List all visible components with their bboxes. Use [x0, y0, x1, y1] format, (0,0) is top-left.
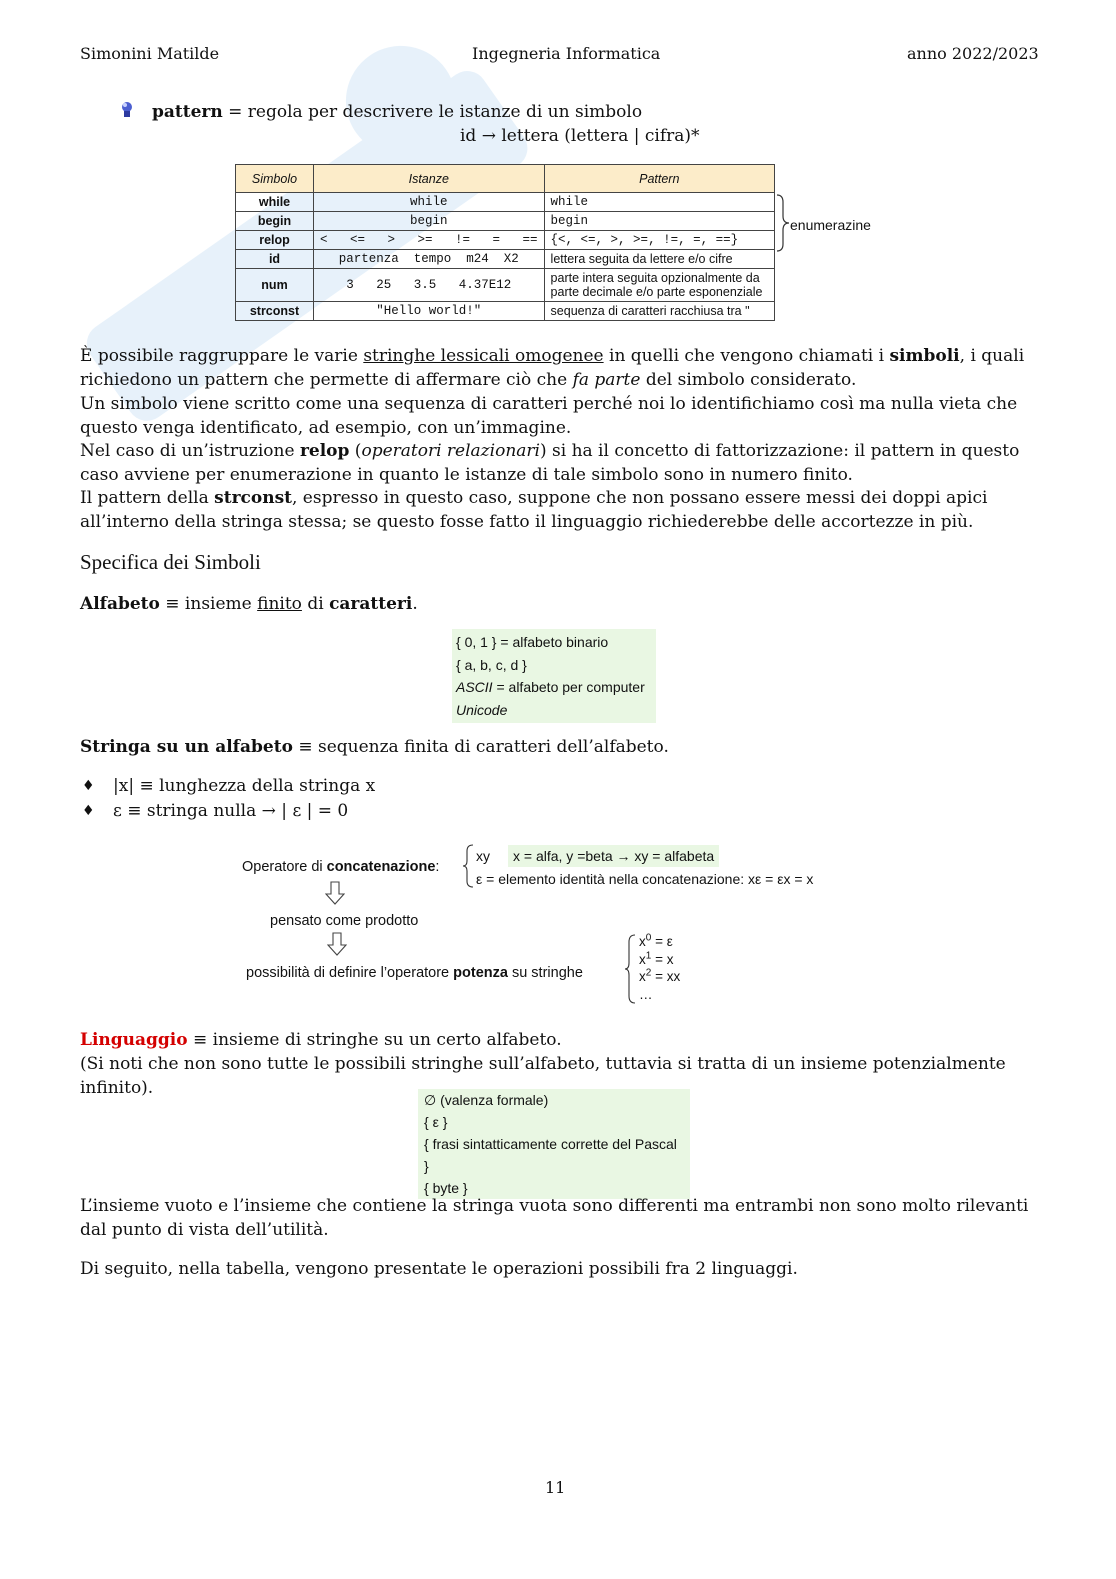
table-cell-pattern: sequenza di caratteri racchiusa tra ": [544, 302, 774, 321]
example-line: ∅ (valenza formale): [424, 1092, 549, 1108]
pattern-definition: [152, 100, 642, 124]
diamond-bullet-icon: ♦: [82, 778, 95, 794]
superscript: 1: [645, 950, 652, 961]
power-line: …: [639, 986, 653, 1002]
brace-icon: [624, 934, 636, 1004]
paragraph-simbolo-immagine: Un simbolo viene scritto come una sequenza di caratteri perché noi lo identifichiamo così ma nulla vieta che questo venga identificato, ad esempio, con un’immagine.: [80, 394, 1018, 438]
linguaggio-definition: [80, 1028, 1040, 1052]
table-cell-pattern: begin: [544, 212, 774, 231]
example-line: { 0, 1 } = alfabeto binario: [456, 634, 609, 650]
table-row: [236, 302, 775, 321]
down-arrow-icon: [325, 881, 345, 905]
text-span: = x: [651, 951, 674, 967]
bold-term: strconst: [214, 488, 292, 508]
table-cell-symbol: num: [236, 269, 314, 302]
bullet-item: ε ≡ stringa nulla → | ε | = 0: [113, 801, 349, 821]
diamond-bullet-icon: ♦: [82, 803, 95, 819]
concat-xy: xy: [476, 848, 490, 864]
bold-term: caratteri: [329, 594, 413, 614]
text-span: , espresso in questo caso, suppone che non possano essere messi dei doppi apici all’interno della stringa stessa; se questo fosse fatto il linguaggio richiederebbe delle accortezze in più.: [80, 488, 988, 532]
symbol-table: [235, 164, 775, 321]
italic-text: fa parte: [572, 370, 641, 390]
text-span: ≡ insieme: [159, 594, 258, 614]
table-header: Simbolo: [236, 165, 314, 193]
table-cell-instances: 3 25 3.5 4.37E12: [314, 269, 545, 302]
table-row: [236, 231, 775, 250]
text-span: ) si ha il concetto di fattorizzazione: il pattern in questo caso avviene per enumerazione in quanto le istanze di tale simbolo sono in numero finito.: [80, 441, 1020, 485]
table-row: [236, 193, 775, 212]
table-header: Pattern: [544, 165, 774, 193]
table-cell-pattern: parte intera seguita opzionalmente da parte decimale e/o parte esponenziale: [544, 269, 774, 302]
table-cell-symbol: while: [236, 193, 314, 212]
example-line: { a, b, c, d }: [456, 656, 527, 673]
bold-term: concatenazione: [326, 859, 436, 875]
text-span: di: [301, 594, 330, 614]
bold-term: Alfabeto: [80, 594, 160, 614]
text-span: ≡ sequenza finita di caratteri dell’alfabeto.: [292, 737, 669, 757]
text-span: = ε: [651, 934, 673, 949]
table-row: [236, 250, 775, 269]
superscript: 0: [645, 932, 652, 944]
bold-term: simboli: [889, 346, 960, 366]
red-term: Linguaggio: [80, 1030, 188, 1050]
text-span: .: [412, 594, 418, 614]
superscript: 2: [645, 967, 652, 979]
concat-prodotto: pensato come prodotto: [270, 913, 419, 929]
paragraph-simboli: [80, 344, 1040, 392]
table-cell-symbol: relop: [236, 231, 314, 250]
table-row: [236, 212, 775, 231]
powers-list: [639, 933, 680, 1003]
text-span: x: [639, 934, 646, 949]
table-cell-instances: "Hello world!": [314, 302, 545, 321]
table-cell-instances: < <= > >= != = ==: [314, 231, 545, 250]
power-line: [639, 968, 680, 986]
brace-icon: [776, 194, 790, 252]
pattern-rule: id → lettera (lettera | cifra)*: [460, 126, 700, 146]
brace-icon: [462, 844, 474, 888]
text-span: = alfabeto per computer: [492, 679, 645, 695]
example-line: { frasi sintatticamente corrette del Pascal }: [424, 1136, 677, 1174]
potenza-label: [246, 961, 583, 985]
bullet-item: |x| ≡ lunghezza della stringa x: [113, 776, 376, 796]
concat-identity: ε = elemento identità nella concatenazione: xε = εx = x: [476, 871, 814, 887]
table-cell-instances: partenza tempo m24 X2: [314, 250, 545, 269]
pattern-term: pattern: [152, 102, 223, 122]
text-span: Nel caso di un’istruzione: [80, 441, 300, 461]
pattern-rest: = regola per descrivere le istanze di un simbolo: [228, 102, 643, 122]
text-span: (: [349, 441, 362, 461]
alfabeto-definition: [80, 592, 1040, 616]
example-line: Unicode: [456, 701, 508, 718]
paragraph-strconst: [80, 486, 1040, 534]
example-line: { ε }: [424, 1114, 448, 1130]
paragraph-operazioni: Di seguito, nella tabella, vengono presentate le operazioni possibili fra 2 linguaggi.: [80, 1259, 798, 1279]
concat-label: [242, 855, 439, 879]
text-span: , i quali richiedono un pattern che permette di affermare ciò che: [80, 346, 1025, 390]
table-cell-instances: begin: [314, 212, 545, 231]
bullet-gem-icon: [118, 100, 136, 120]
example-line: { byte }: [424, 1180, 468, 1196]
text-span: su stringhe: [507, 965, 583, 981]
page-number: 11: [545, 1478, 566, 1497]
table-cell-symbol: id: [236, 250, 314, 269]
stringa-definition: [80, 735, 1040, 759]
header-author: Simonini Matilde: [80, 44, 220, 63]
alfabeto-examples-box: [452, 629, 656, 723]
table-header: Istanze: [314, 165, 545, 193]
section-title: Specifica dei Simboli: [80, 550, 261, 574]
language-examples-box: [418, 1089, 690, 1199]
text-span: Operatore di: [242, 859, 327, 875]
text-span: = xx: [651, 969, 681, 984]
table-cell-instances: while: [314, 193, 545, 212]
text-span: in quelli che vengono chiamati i: [603, 346, 890, 366]
bold-term: potenza: [453, 965, 508, 981]
italic-text: ASCII: [456, 679, 493, 695]
header-course: Ingegneria Informatica: [472, 44, 661, 63]
underlined-text: stringhe lessicali omogenee: [363, 346, 604, 366]
paragraph-relop: [80, 439, 1040, 487]
table-cell-pattern: while: [544, 193, 774, 212]
text-span: ≡ insieme di stringhe su un certo alfabeto.: [187, 1030, 562, 1050]
linguaggio-note: (Si noti che non sono tutte le possibili stringhe sull’alfabeto, tuttavia si tratta di un insieme potenzialmente infinito).: [80, 1054, 1006, 1098]
text-span: del simbolo considerato.: [640, 370, 857, 390]
table-row: [236, 269, 775, 302]
italic-text: operatori relazionari: [361, 441, 540, 461]
example-line: [456, 676, 652, 699]
brace-label: enumerazine: [790, 217, 871, 233]
bold-term: Stringa su un alfabeto: [80, 737, 293, 757]
table-cell-symbol: begin: [236, 212, 314, 231]
text-span: x: [639, 951, 646, 967]
power-line: [639, 951, 680, 969]
underlined-text: finito: [257, 594, 302, 614]
text-span: Il pattern della: [80, 488, 215, 508]
table-cell-symbol: strconst: [236, 302, 314, 321]
down-arrow-icon: [327, 932, 347, 956]
paragraph-insieme-vuoto: L’insieme vuoto e l’insieme che contiene la stringa vuota sono differenti ma entrambi non sono molto rilevanti dal punto di vista dell’utilità.: [80, 1196, 1029, 1240]
table-cell-pattern: {<, <=, >, >=, !=, =, ==}: [544, 231, 774, 250]
table-header-row: [236, 165, 775, 193]
text-span: È possibile raggruppare le varie: [80, 346, 364, 366]
table-cell-pattern: lettera seguita da lettere e/o cifre: [544, 250, 774, 269]
text-span: x: [639, 969, 646, 984]
concat-example: x = alfa, y =beta → xy = alfabeta: [508, 845, 719, 867]
bold-term: relop: [299, 441, 350, 461]
text-span: :: [435, 859, 440, 875]
header-year: anno 2022/2023: [907, 44, 1039, 63]
text-span: possibilità di definire l’operatore: [246, 965, 454, 981]
power-line: [639, 933, 680, 951]
